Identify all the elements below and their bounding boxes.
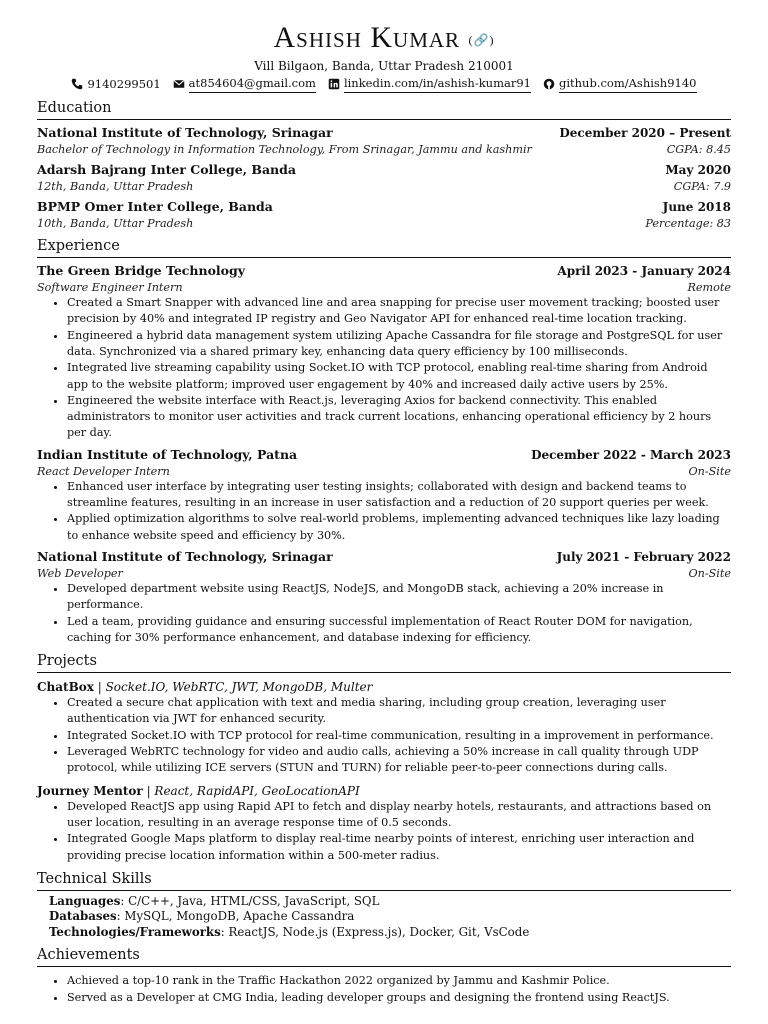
degree-detail: 12th, Banda, Uttar Pradesh bbox=[37, 180, 194, 194]
education-score: Percentage: 83 bbox=[645, 217, 731, 231]
education-date: May 2020 bbox=[665, 163, 731, 178]
candidate-name: Ashish Kumar bbox=[273, 21, 461, 54]
section-title-projects: Projects bbox=[37, 652, 731, 673]
phone-number: 9140299501 bbox=[87, 77, 161, 92]
degree-detail: 10th, Banda, Uttar Pradesh bbox=[37, 217, 194, 231]
education-score: CGPA: 8.45 bbox=[666, 143, 731, 157]
projects-list bbox=[37, 679, 731, 864]
bullet-item: • Led a team, providing guidance and ensuring successful implementation of React Router DOM for navigation, caching for 30% performance enhancement, and database indexing for efficiency. bbox=[67, 614, 731, 647]
section-title-experience: Experience bbox=[37, 237, 731, 258]
bullet-item: • Integrated Socket.IO with TCP protocol for real-time communication, resulting in a improvement in performance. bbox=[67, 728, 731, 744]
bullet-item: • Created a secure chat application with text and media sharing, including group creation, leveraging user authentication via JWT for enhanced security. bbox=[67, 695, 731, 728]
job-role: Web Developer bbox=[37, 566, 123, 580]
experience-list bbox=[37, 262, 731, 646]
skill-line bbox=[49, 925, 731, 941]
address: Vill Bilgaon, Banda, Uttar Pradesh 210001 bbox=[254, 59, 514, 74]
bullet-list bbox=[37, 695, 731, 776]
bullet-list bbox=[37, 295, 731, 442]
phone-icon bbox=[71, 78, 83, 90]
bullet-item: • Developed department website using ReactJS, NodeJS, and MongoDB stack, achieving a 20% increase in performance. bbox=[67, 581, 731, 614]
project-tech: Socket.IO, WebRTC, JWT, MongoDB, Multer bbox=[105, 680, 373, 695]
bullet-item: • Achieved a top-10 rank in the Traffic Hackathon 2022 organized by Jammu and Kashmir Police. bbox=[67, 973, 731, 989]
section-title-skills: Technical Skills bbox=[37, 870, 731, 891]
resume-header bbox=[37, 20, 731, 93]
project-heading bbox=[37, 783, 731, 799]
email-contact[interactable] bbox=[173, 75, 316, 93]
section-title-education: Education bbox=[37, 99, 731, 120]
link-icon[interactable]: (🔗) bbox=[468, 33, 495, 48]
linkedin-link[interactable]: linkedin.com/in/ashish-kumar91 bbox=[344, 75, 531, 93]
bullet-item: • Applied optimization algorithms to solve real-world problems, implementing advanced techniques like lazy loading to enhance website speed and efficiency by 30%. bbox=[67, 511, 731, 544]
experience-date: July 2021 - February 2022 bbox=[556, 549, 731, 564]
bullet-item: • Enhanced user interface by integrating user testing insights; collaborated with design and backend teams to streamline features, resulting in an increase in user satisfaction and a reduction of 20 support queries per week. bbox=[67, 479, 731, 512]
job-role: Software Engineer Intern bbox=[37, 281, 183, 295]
education-score: CGPA: 7.9 bbox=[673, 180, 731, 194]
institution-name: National Institute of Technology, Srinagar bbox=[37, 125, 333, 141]
github-link[interactable]: github.com/Ashish9140 bbox=[559, 75, 697, 93]
achievements-block bbox=[37, 973, 731, 1006]
job-location: Remote bbox=[687, 281, 731, 295]
bullet-list bbox=[37, 479, 731, 544]
contact-bar bbox=[37, 75, 731, 93]
education-entry bbox=[37, 161, 731, 194]
skills-block bbox=[37, 894, 731, 941]
education-date: December 2020 – Present bbox=[559, 126, 731, 141]
job-location: On-Site bbox=[688, 566, 731, 580]
phone-contact[interactable] bbox=[71, 75, 160, 93]
bullet-item: • Developed ReactJS app using Rapid API to fetch and display nearby hotels, restaurants, and attractions based on user location, resulting in an average response time of 0.5 seconds. bbox=[67, 799, 731, 832]
project-tech: React, RapidAPI, GeoLocationAPI bbox=[154, 783, 360, 798]
project-name: Journey Mentor bbox=[37, 783, 143, 798]
skill-category: Databases bbox=[49, 909, 117, 924]
experience-entry bbox=[37, 548, 731, 646]
experience-date: December 2022 - March 2023 bbox=[531, 447, 731, 462]
education-entry bbox=[37, 124, 731, 157]
job-role: React Developer Intern bbox=[37, 464, 170, 478]
bullet-item: • Integrated live streaming capability using Socket.IO with TCP protocol, enabling real-time sharing from Android app to the website platform; improved user engagement by 40% and increased daily active users by 25%. bbox=[67, 360, 731, 393]
experience-entry bbox=[37, 262, 731, 442]
email-link[interactable]: at854604@gmail.com bbox=[189, 75, 316, 93]
bullet-list bbox=[37, 973, 731, 1006]
bullet-item: • Engineered a hybrid data management system utilizing Apache Cassandra for file storage and PostgreSQL for user data. Synchronized via a shared primary key, enhancing data query efficiency by 100 milliseconds. bbox=[67, 328, 731, 361]
github-icon bbox=[543, 78, 555, 90]
project-separator: | bbox=[93, 680, 106, 695]
bullet-item: • Engineered the website interface with React.js, leveraging Axios for backend connectivity. This enabled administrators to monitor user activities and track current locations, enhancing operational efficiency by 2 hours per day. bbox=[67, 393, 731, 442]
section-title-achievements: Achievements bbox=[37, 946, 731, 967]
bullet-item: • Created a Smart Snapper with advanced line and area snapping for precise user movement tracking; boosted user precision by 40% and integrated IP registry and Geo Navigator API for enhanced real-time location tracking. bbox=[67, 295, 731, 328]
linkedin-contact[interactable] bbox=[328, 75, 531, 93]
education-entry bbox=[37, 198, 731, 231]
project-entry bbox=[37, 783, 731, 864]
skill-values: : MySQL, MongoDB, Apache Cassandra bbox=[116, 909, 355, 924]
bullet-item: • Served as a Developer at CMG India, leading developer groups and designing the frontend using ReactJS. bbox=[67, 990, 731, 1006]
candidate-name-line bbox=[37, 20, 731, 58]
skill-values: : ReactJS, Node.js (Express.js), Docker, Git, VsCode bbox=[220, 924, 530, 939]
experience-date: April 2023 - January 2024 bbox=[557, 264, 731, 279]
company-name: Indian Institute of Technology, Patna bbox=[37, 446, 298, 462]
skill-line bbox=[49, 909, 731, 925]
project-heading bbox=[37, 679, 731, 695]
education-list bbox=[37, 124, 731, 231]
github-contact[interactable] bbox=[543, 75, 697, 93]
linkedin-icon bbox=[328, 78, 340, 90]
bullet-list bbox=[37, 799, 731, 864]
envelope-icon bbox=[173, 78, 185, 90]
bullet-list bbox=[37, 581, 731, 646]
company-name: National Institute of Technology, Srinagar bbox=[37, 548, 333, 564]
experience-entry bbox=[37, 446, 731, 544]
skill-category: Technologies/Frameworks bbox=[49, 924, 221, 939]
project-separator: | bbox=[142, 783, 155, 798]
bullet-item: • Leveraged WebRTC technology for video and audio calls, achieving a 50% increase in call quality through UDP protocol, while utilizing ICE servers (STUN and TURN) for reliable peer-to-peer connections during calls. bbox=[67, 744, 731, 777]
skill-category: Languages bbox=[49, 893, 121, 908]
project-name: ChatBox bbox=[37, 680, 94, 695]
bullet-item: • Integrated Google Maps platform to display real-time nearby points of interest, enriching user interaction and providing precise location information within a 500-meter radius. bbox=[67, 831, 731, 864]
project-entry bbox=[37, 679, 731, 776]
skill-line bbox=[49, 894, 731, 910]
degree-detail: Bachelor of Technology in Information Technology, From Srinagar, Jammu and kashmir bbox=[37, 143, 532, 157]
job-location: On-Site bbox=[688, 464, 731, 478]
institution-name: Adarsh Bajrang Inter College, Banda bbox=[37, 162, 296, 178]
company-name: The Green Bridge Technology bbox=[37, 263, 246, 279]
education-date: June 2018 bbox=[662, 200, 731, 215]
institution-name: BPMP Omer Inter College, Banda bbox=[37, 199, 273, 215]
skill-values: : C/C++, Java, HTML/CSS, JavaScript, SQL bbox=[120, 893, 380, 908]
